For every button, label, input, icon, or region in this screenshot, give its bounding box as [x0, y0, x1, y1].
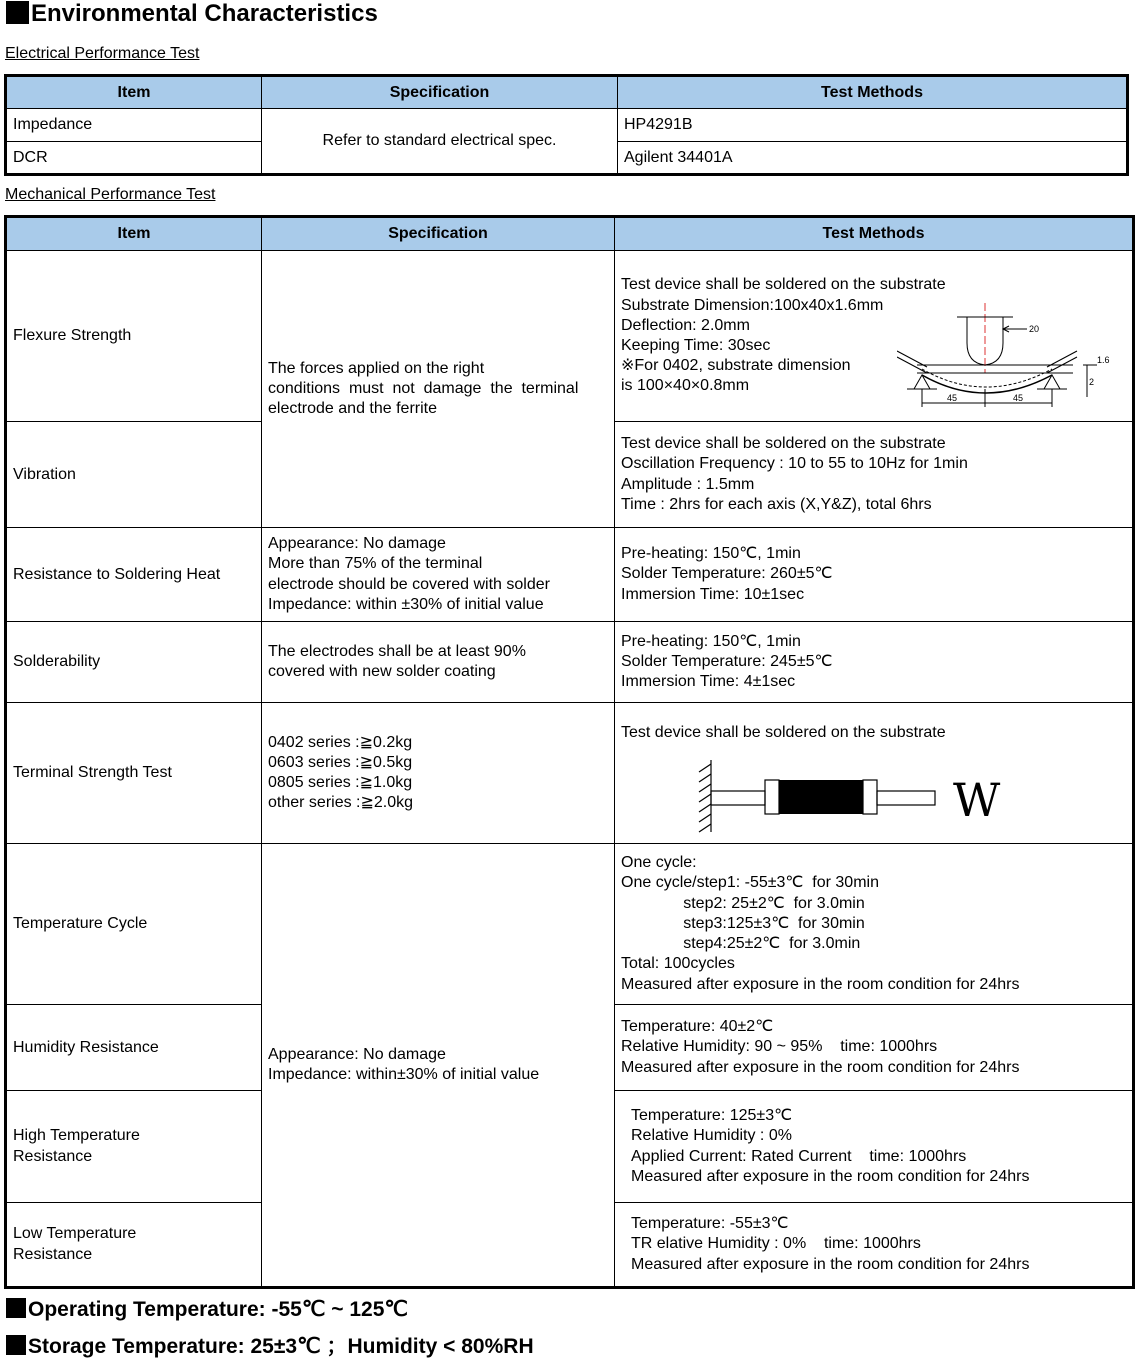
method-line: Time : 2hrs for each axis (X,Y&Z), total 6hrs: [621, 495, 932, 513]
method-line: Oscillation Frequency : 10 to 55 to 10Hz for 1min: [621, 455, 968, 473]
header-item: Item: [6, 217, 262, 251]
weight-label: W: [953, 773, 1001, 827]
method-line: Measured after exposure in the room condition for 24hrs: [631, 1167, 1030, 1185]
soldering-heat-method: [615, 528, 1134, 622]
page-title-text: Environmental Characteristics: [31, 0, 378, 27]
method-line: Keeping Time: 30sec: [621, 337, 771, 354]
operating-temperature: [6, 1297, 408, 1322]
flexure-row: [6, 251, 1134, 422]
method-line: Relative Humidity : 0%: [631, 1127, 792, 1145]
square-bullet-icon: [6, 1298, 26, 1318]
method-line: Pre-heating: 150℃, 1min: [621, 545, 801, 563]
vibration-method: [615, 422, 1134, 528]
item-line: High Temperature: [13, 1127, 140, 1145]
spec-line: Appearance: No damage: [268, 1045, 446, 1063]
temp-cycle-method: [615, 844, 1134, 1005]
solderability-method: [615, 622, 1134, 703]
spec-line: Appearance: No damage: [268, 535, 446, 553]
header-test-methods: Test Methods: [615, 217, 1134, 251]
spec-line: electrode and the ferrite: [268, 400, 437, 418]
electrical-subtitle: Electrical Performance Test: [5, 45, 200, 62]
dim-label: 45: [947, 393, 958, 403]
spec-line: Impedance: within ±30% of initial value: [268, 595, 544, 613]
method-line: is 100×40×0.8mm: [621, 377, 750, 395]
flexure-item: Flexure Strength: [6, 251, 262, 422]
spec-line: covered with new solder coating: [268, 663, 496, 680]
method-line: Test device shall be soldered on the substrate: [621, 276, 946, 294]
terminal-item: Terminal Strength Test: [6, 703, 262, 844]
method-line: Total: 100cycles: [621, 955, 735, 973]
flexure-method: [615, 251, 1134, 422]
flexure-diagram: [897, 303, 1117, 413]
soldering-heat-row: [6, 528, 1134, 622]
electrical-table: [4, 74, 1129, 176]
spec-line: 0805 series :≧1.0kg: [268, 774, 413, 791]
operating-temperature-text: Operating Temperature: -55℃ ~ 125℃: [28, 1298, 408, 1321]
method-line: Temperature: 40±2℃: [621, 1018, 774, 1036]
dim-label: 20: [1029, 324, 1040, 334]
low-temp-item: [6, 1203, 262, 1288]
method-line: Applied Current: Rated Current time: 1000hrs: [631, 1147, 967, 1165]
solderability-spec: [262, 622, 615, 703]
item-line: Resistance: [13, 1245, 93, 1263]
flex-vib-spec: [262, 251, 615, 528]
method-line: ※For 0402, substrate dimension: [621, 357, 851, 375]
spec-line: other series :≧2.0kg: [268, 794, 414, 812]
page-title: [6, 0, 378, 28]
method-line: Deflection: 2.0mm: [621, 316, 750, 334]
header-specification: Specification: [262, 76, 618, 109]
method-line: Test device shall be soldered on the substrate: [621, 724, 946, 741]
header-test-methods: Test Methods: [618, 76, 1128, 109]
spec-line: electrode should be covered with solder: [268, 575, 550, 593]
vibration-item: Vibration: [6, 422, 262, 528]
method-line: Test device shall be soldered on the substrate: [621, 435, 946, 453]
temp-cycle-item: Temperature Cycle: [6, 844, 262, 1005]
spec-line: More than 75% of the terminal: [268, 555, 483, 573]
env-spec: [262, 844, 615, 1288]
square-bullet-icon: [6, 1335, 26, 1355]
humidity-item: Humidity Resistance: [6, 1005, 262, 1091]
method-line: Temperature: -55±3℃: [631, 1215, 789, 1233]
spec-line: Impedance: within±30% of initial value: [268, 1066, 540, 1083]
temp-cycle-row: [6, 844, 1134, 1005]
method-line: Immersion Time: 4±1sec: [621, 673, 796, 691]
spec-line: 0603 series :≧0.5kg: [268, 753, 413, 771]
item-line: Resistance: [13, 1147, 93, 1165]
terminal-row: [6, 703, 1134, 844]
method-line: One cycle/step1: -55±3℃ for 30min: [621, 874, 879, 892]
electrical-spec: Refer to standard electrical spec.: [262, 109, 618, 175]
method-line: Relative Humidity: 90 ~ 95% time: 1000hrs: [621, 1038, 938, 1056]
method-line: Measured after exposure in the room condition for 24hrs: [621, 1058, 1020, 1076]
soldering-heat-spec: [262, 528, 615, 622]
header-specification: Specification: [262, 217, 615, 251]
method-line: One cycle:: [621, 854, 697, 872]
header-item: Item: [6, 76, 262, 109]
method-line: Amplitude : 1.5mm: [621, 475, 755, 493]
method-line: step2: 25±2℃ for 3.0min: [621, 894, 865, 912]
method-line: Immersion Time: 10±1sec: [621, 585, 805, 603]
method-line: TR elative Humidity : 0% time: 1000hrs: [631, 1235, 921, 1253]
dim-label: 1.6: [1097, 355, 1110, 365]
low-temp-method: [615, 1203, 1134, 1288]
mechanical-table: [4, 215, 1135, 1289]
method-line: Temperature: 125±3℃: [631, 1107, 793, 1125]
high-temp-item: [6, 1091, 262, 1203]
method-line: step4:25±2℃ for 3.0min: [621, 935, 861, 953]
impedance-item: Impedance: [6, 109, 262, 142]
method-line: Substrate Dimension:100x40x1.6mm: [621, 296, 884, 314]
square-bullet-icon: [6, 1, 29, 24]
spec-line: conditions must not damage the terminal: [268, 379, 579, 397]
soldering-heat-item: Resistance to Soldering Heat: [6, 528, 262, 622]
impedance-method: HP4291B: [618, 109, 1128, 142]
method-line: Pre-heating: 150℃, 1min: [621, 632, 801, 650]
dim-label: 45: [1013, 393, 1024, 403]
method-line: Measured after exposure in the room condition for 24hrs: [621, 975, 1020, 993]
terminal-spec: [262, 703, 615, 844]
solderability-item: Solderability: [6, 622, 262, 703]
method-line: Solder Temperature: 260±5℃: [621, 565, 833, 583]
storage-temperature-text: Storage Temperature: 25±3℃ ；Humidity < 80%RH: [28, 1335, 534, 1358]
storage-temperature: [6, 1330, 534, 1360]
humidity-method: [615, 1005, 1134, 1091]
terminal-method: [615, 703, 1134, 844]
dim-label: 2: [1089, 377, 1095, 387]
method-line: Measured after exposure in the room condition for 24hrs: [631, 1255, 1030, 1273]
dcr-method: Agilent 34401A: [618, 142, 1128, 175]
spec-line: 0402 series :≧0.2kg: [268, 733, 413, 751]
terminal-strength-diagram: [685, 758, 1005, 838]
spec-line: The electrodes shall be at least 90%: [268, 642, 526, 660]
mechanical-subtitle: Mechanical Performance Test: [5, 186, 216, 203]
item-line: Low Temperature: [13, 1225, 137, 1243]
solderability-row: [6, 622, 1134, 703]
method-line: step3:125±3℃ for 30min: [621, 914, 865, 932]
method-line: Solder Temperature: 245±5℃: [621, 652, 833, 670]
spec-line: The forces applied on the right: [268, 359, 485, 377]
high-temp-method: [615, 1091, 1134, 1203]
dcr-item: DCR: [6, 142, 262, 175]
